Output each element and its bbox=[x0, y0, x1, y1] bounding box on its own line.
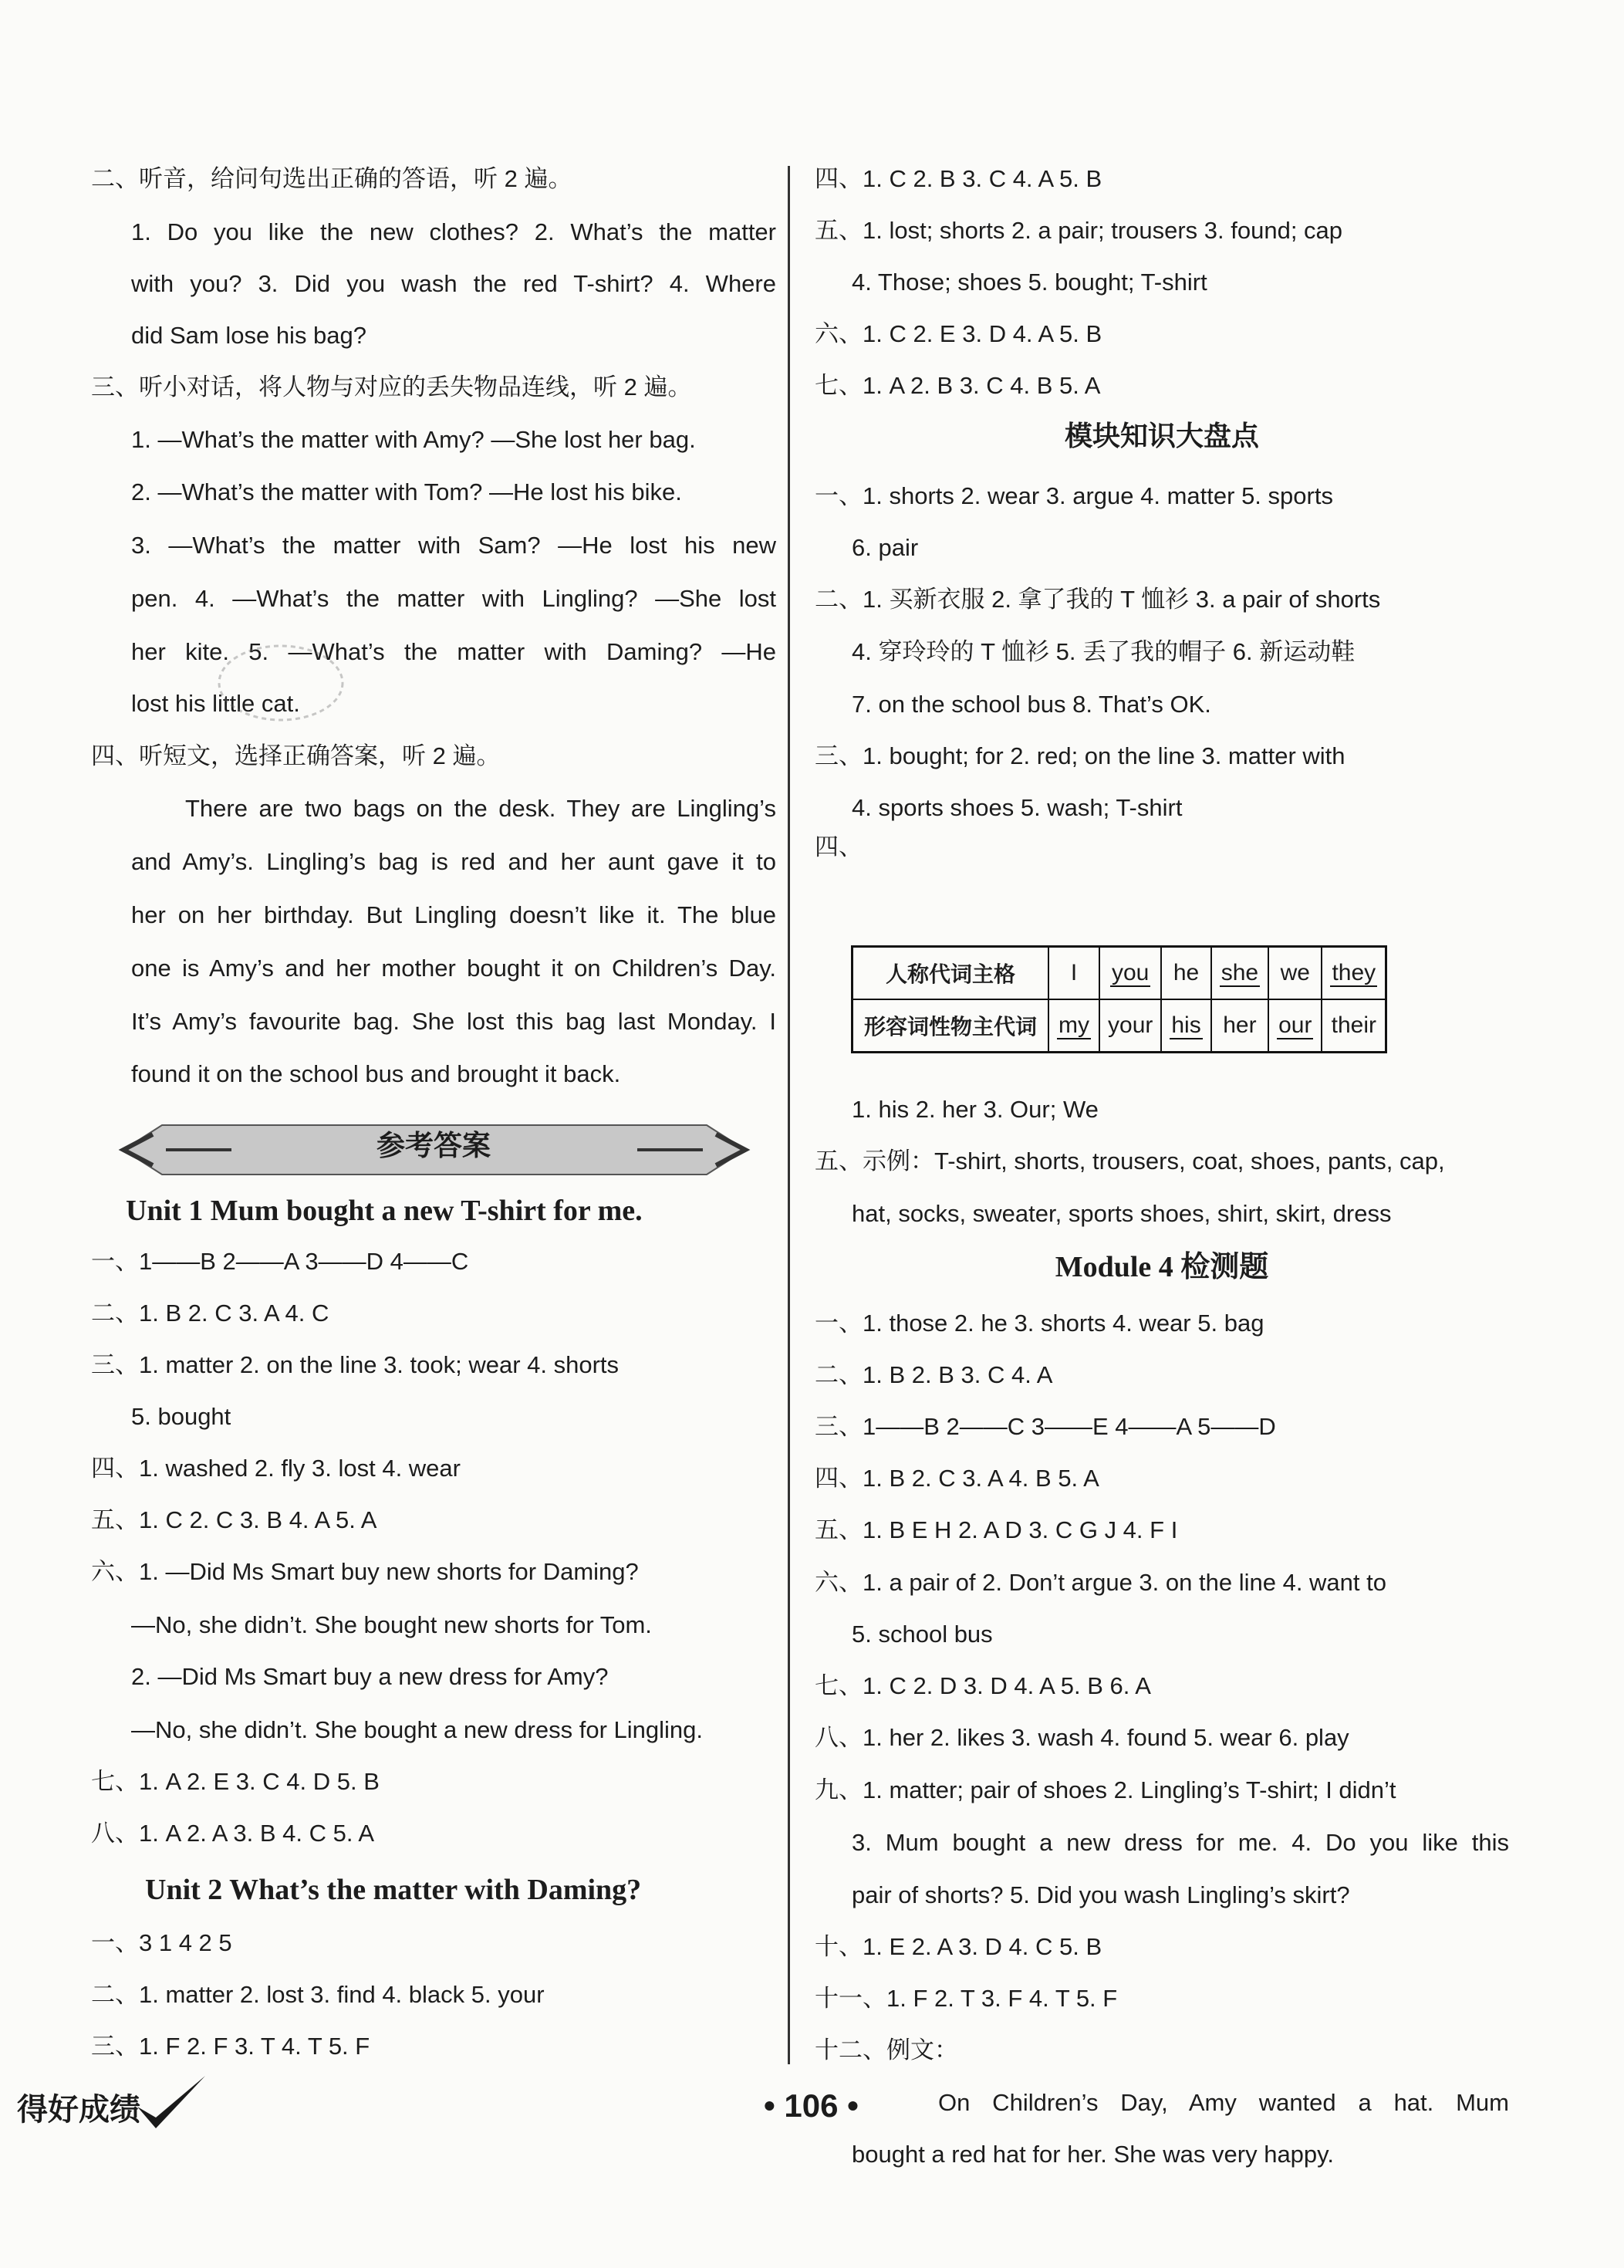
answer-line: 七、1. A 2. E 3. C 4. D 5. B bbox=[91, 1768, 380, 1795]
text-line: lost his little cat. bbox=[131, 690, 300, 717]
table-cell: he bbox=[1161, 947, 1210, 1000]
text-line: and Amy’s. Lingling’s bag is red and her aunt gave it to bbox=[131, 848, 776, 875]
unit-2-title: Unit 2 What’s the matter with Daming? bbox=[145, 1874, 642, 1906]
answer-line: 5. bought bbox=[131, 1403, 231, 1430]
answer-line: 五、示例：T-shirt, shorts, trousers, coat, shoes, pants, cap, bbox=[815, 1148, 1445, 1175]
answer-line: bought a red hat for her. She was very happy. bbox=[852, 2141, 1334, 2168]
stamp-mark bbox=[213, 641, 349, 725]
answer-line: 六、1. C 2. E 3. D 4. A 5. B bbox=[815, 320, 1102, 347]
answer-line: 七、1. C 2. D 3. D 4. A 5. B 6. A bbox=[815, 1672, 1151, 1699]
answer-line: 四、1. washed 2. fly 3. lost 4. wear bbox=[91, 1455, 461, 1482]
text-line: her on her birthday. But Lingling doesn’t like it. The blue bbox=[131, 901, 776, 928]
answer-line: 二、1. matter 2. lost 3. find 4. black 5. your bbox=[91, 1981, 545, 2008]
answer-line: 1. his 2. her 3. Our; We bbox=[852, 1096, 1099, 1123]
answer-line: 6. pair bbox=[852, 534, 919, 561]
section-3-title: 三、听小对话，将人物与对应的丢失物品连线，听 2 遍。 bbox=[91, 373, 692, 401]
answer-line: 八、1. A 2. A 3. B 4. C 5. A bbox=[91, 1820, 375, 1847]
test-title: Module 4 检测题 bbox=[1055, 1251, 1269, 1283]
answer-line: 一、1. those 2. he 3. shorts 4. wear 5. bag bbox=[815, 1310, 1264, 1337]
section-2-title: 二、听音，给问句选出正确的答语，听 2 遍。 bbox=[91, 165, 572, 192]
page-number: • 106 • bbox=[764, 2087, 859, 2124]
answer-line: 2. —Did Ms Smart buy a new dress for Amy? bbox=[131, 1663, 609, 1690]
table-cell: she bbox=[1211, 947, 1268, 1000]
answer-line: 六、1. a pair of 2. Don’t argue 3. on the line 4. want to bbox=[815, 1569, 1386, 1596]
answer-line: 三、1. F 2. F 3. T 4. T 5. F bbox=[91, 2033, 370, 2060]
table-header: 形容词性物主代词 bbox=[853, 999, 1049, 1053]
answer-line: 一、3 1 4 2 5 bbox=[91, 1929, 232, 1956]
table-cell: your bbox=[1099, 999, 1161, 1053]
answer-line: On Children’s Day, Amy wanted a hat. Mum bbox=[938, 2089, 1509, 2116]
table-cell: my bbox=[1048, 999, 1099, 1053]
answer-line: —No, she didn’t. She bought a new dress for Lingling. bbox=[131, 1716, 704, 1743]
table-cell: their bbox=[1322, 999, 1386, 1053]
answer-line: 二、1. B 2. B 3. C 4. A bbox=[815, 1361, 1053, 1388]
answer-line: 二、1. 买新衣服 2. 拿了我的 T 恤衫 3. a pair of shorts bbox=[815, 586, 1381, 613]
answer-line: 4. sports shoes 5. wash; T-shirt bbox=[852, 794, 1183, 821]
answer-line: hat, socks, sweater, sports shoes, shirt, skirt, dress bbox=[852, 1200, 1392, 1227]
answer-line: 五、1. C 2. C 3. B 4. A 5. A bbox=[91, 1506, 377, 1533]
answer-line: 四、1. C 2. B 3. C 4. A 5. B bbox=[815, 165, 1102, 192]
column-divider bbox=[788, 166, 790, 2064]
checkmark-icon bbox=[133, 2073, 210, 2134]
text-line: found it on the school bus and brought it back. bbox=[131, 1060, 621, 1087]
table-row bbox=[853, 947, 1386, 1000]
table-cell: his bbox=[1161, 999, 1210, 1053]
answer-line: 四、 bbox=[815, 833, 863, 860]
review-title: 模块知识大盘点 bbox=[1064, 421, 1259, 452]
text-line: with you? 3. Did you wash the red T-shirt? 4. Where bbox=[131, 270, 776, 297]
table-cell: you bbox=[1099, 947, 1161, 1000]
table-cell: her bbox=[1211, 999, 1268, 1053]
text-line: one is Amy’s and her mother bought it on Children’s Day. bbox=[131, 955, 776, 982]
answer-line: 三、1. bought; for 2. red; on the line 3. matter with bbox=[815, 742, 1345, 769]
answer-line: —No, she didn’t. She bought new shorts for Tom. bbox=[131, 1611, 652, 1638]
answer-line: 九、1. matter; pair of shoes 2. Lingling’s T-shirt; I didn’t bbox=[815, 1776, 1396, 1803]
answer-line: 八、1. her 2. likes 3. wash 4. found 5. wear 6. play bbox=[815, 1724, 1349, 1751]
pronoun-table bbox=[851, 945, 1387, 1053]
table-header: 人称代词主格 bbox=[853, 947, 1049, 1000]
answer-banner-label: 参考答案 bbox=[376, 1129, 491, 1162]
section-4-title: 四、听短文，选择正确答案，听 2 遍。 bbox=[91, 742, 501, 769]
answer-line: 一、1——B 2——A 3——D 4——C bbox=[91, 1248, 469, 1275]
text-line: pen. 4. —What’s the matter with Lingling? —She lost bbox=[131, 585, 776, 612]
answer-line: 4. Those; shoes 5. bought; T-shirt bbox=[852, 269, 1207, 296]
answer-line: 五、1. B E H 2. A D 3. C G J 4. F I bbox=[815, 1516, 1178, 1543]
table-cell: I bbox=[1048, 947, 1099, 1000]
answer-line: 4. 穿玲玲的 T 恤衫 5. 丢了我的帽子 6. 新运动鞋 bbox=[852, 638, 1356, 665]
answer-line: 四、1. B 2. C 3. A 4. B 5. A bbox=[815, 1465, 1099, 1492]
answer-line: 一、1. shorts 2. wear 3. argue 4. matter 5. sports bbox=[815, 482, 1333, 509]
answer-line: 5. school bus bbox=[852, 1621, 993, 1648]
answer-line: 十二、例文： bbox=[815, 2036, 958, 2064]
answer-line: 三、1. matter 2. on the line 3. took; wear 4. shorts bbox=[91, 1351, 620, 1378]
text-line: 1. Do you like the new clothes? 2. What’s the matter bbox=[131, 218, 776, 245]
table-row bbox=[853, 999, 1386, 1053]
text-line: did Sam lose his bag? bbox=[131, 322, 367, 349]
unit-1-title: Unit 1 Mum bought a new T-shirt for me. bbox=[126, 1195, 643, 1227]
text-line: her kite. 5. —What’s the matter with Daming? —He bbox=[131, 638, 776, 665]
answer-line: 7. on the school bus 8. That’s OK. bbox=[852, 691, 1211, 718]
text-line: It’s Amy’s favourite bag. She lost this bag last Monday. I bbox=[131, 1008, 776, 1035]
text-line: There are two bags on the desk. They are Lingling’s bbox=[185, 795, 776, 822]
answer-line: pair of shorts? 5. Did you wash Lingling’s skirt? bbox=[852, 1881, 1350, 1908]
text-line: 1. —What’s the matter with Amy? —She lost her bag. bbox=[131, 426, 696, 453]
table-cell: they bbox=[1322, 947, 1386, 1000]
answer-line: 十、1. E 2. A 3. D 4. C 5. B bbox=[815, 1933, 1102, 1960]
table-cell: we bbox=[1268, 947, 1322, 1000]
text-line: 3. —What’s the matter with Sam? —He lost his new bbox=[131, 532, 776, 559]
answer-line: 十一、1. F 2. T 3. F 4. T 5. F bbox=[815, 1985, 1118, 2012]
answer-line: 五、1. lost; shorts 2. a pair; trousers 3. found; cap bbox=[815, 217, 1343, 244]
answer-line: 七、1. A 2. B 3. C 4. B 5. A bbox=[815, 372, 1101, 399]
answer-line: 二、1. B 2. C 3. A 4. C bbox=[91, 1300, 329, 1327]
brand-text: 得好成绩 bbox=[17, 2092, 140, 2128]
table-cell: our bbox=[1268, 999, 1322, 1053]
answer-line: 3. Mum bought a new dress for me. 4. Do you like this bbox=[852, 1829, 1509, 1856]
answer-line: 三、1——B 2——C 3——E 4——A 5——D bbox=[815, 1413, 1276, 1440]
text-line: 2. —What’s the matter with Tom? —He lost his bike. bbox=[131, 478, 682, 505]
answer-line: 六、1. —Did Ms Smart buy new shorts for Daming? bbox=[91, 1558, 639, 1585]
